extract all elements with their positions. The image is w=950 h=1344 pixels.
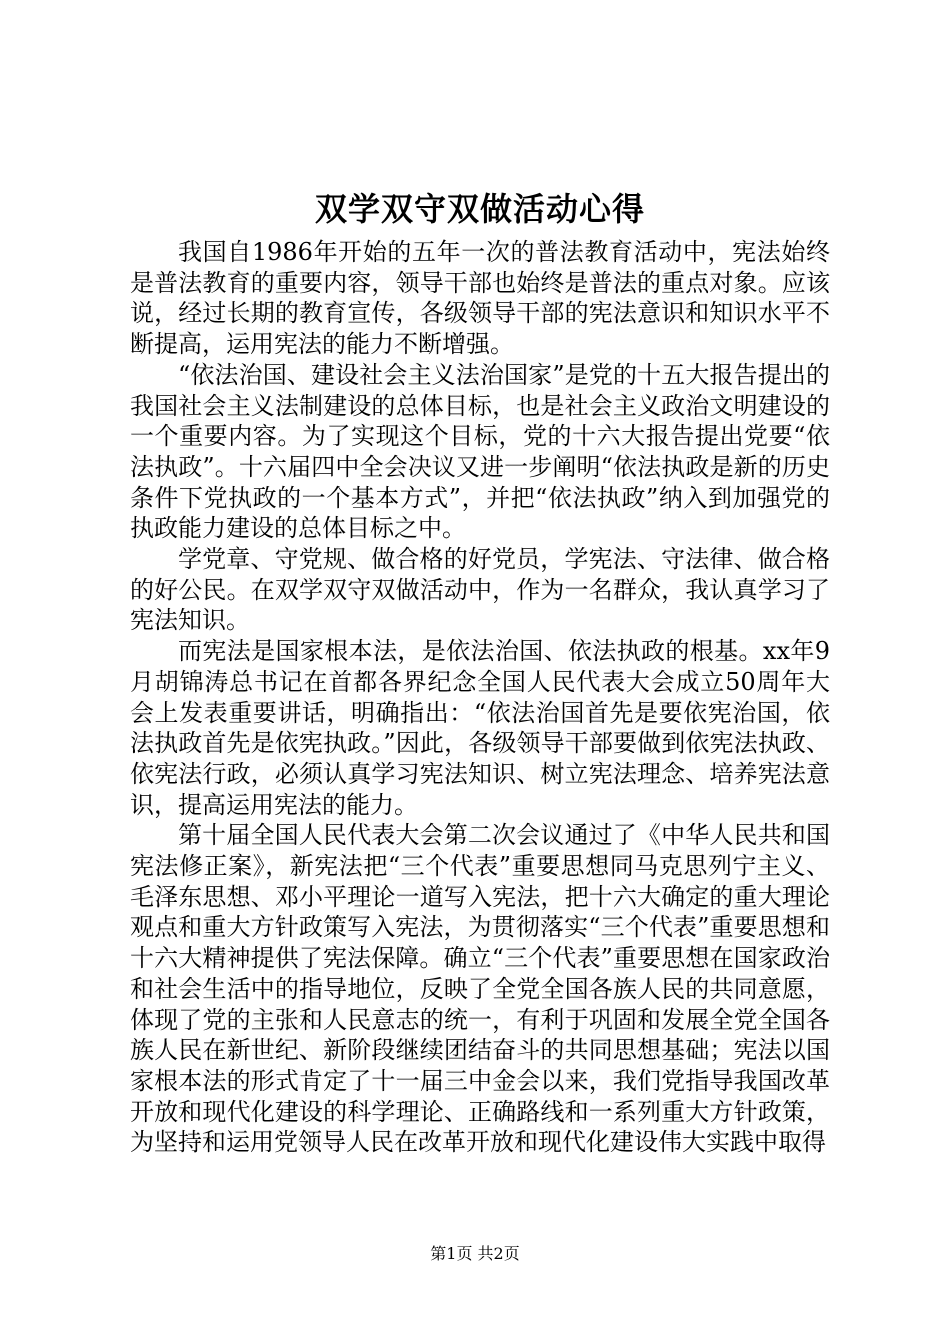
page-footer: 第1页 共2页 (430, 1244, 520, 1263)
paragraph-1: 我国自1986年开始的五年一次的普法教育活动中，宪法始终是普法教育的重要内容，领导干部也始终是普法的重点对象。应该说，经过长期的教育宣传，各级领导干部的宪法意识和知识水平不断提高，运用宪法的能力不断增强。 (130, 238, 830, 359)
paragraph-5: 第十届全国人民代表大会第二次会议通过了《中华人民共和国宪法修正案》，新宪法把“三个代表”重要思想同马克思列宁主义、毛泽东思想、邓小平理论一道写入宪法，把十六大确定的重大理论观点和重大方针政策写入宪法，为贯彻落实“三个代表”重要思想和十六大精神提供了宪法保障。确立“三个代表”重要思想在国家政治和社会生活中的指导地位，反映了全党全国各族人民的共同意愿，体现了党的主张和人民意志的统一，有利于巩固和发展全党全国各族人民在新世纪、新阶段继续团结奋斗的共同思想基础；宪法以国家根本法的形式肯定了十一届三中金会以来，我们党指导我国改革开放和现代化建设的科学理论、正确路线和一系列重大方针政策，为坚持和运用党领导人民在改革开放和现代化建设伟大实践中取得 (130, 821, 830, 1157)
paragraph-2: “依法治国、建设社会主义法治国家”是党的十五大报告提出的我国社会主义法制建设的总体目标，也是社会主义政治文明建设的一个重要内容。为了实现这个目标，党的十六大报告提出党要“依法执政”。十六届四中全会决议又进一步阐明“依法执政是新的历史条件下党执政的一个基本方式”，并把“依法执政”纳入到加强党的执政能力建设的总体目标之中。 (130, 360, 830, 543)
paragraph-4: 而宪法是国家根本法，是依法治国、依法执政的根基。xx年9月胡锦涛总书记在首都各界纪念全国人民代表大会成立50周年大会上发表重要讲话，明确指出：“依法治国首先是要依宪治国，依法执政首先是依宪执政。”因此，各级领导干部要做到依宪法执政、依宪法行政，必须认真学习宪法知识、树立宪法理念、培养宪法意识，提高运用宪法的能力。 (130, 637, 830, 819)
paragraph-3: 学党章、守党规、做合格的好党员，学宪法、守法律、做合格的好公民。在双学双守双做活动中，作为一名群众，我认真学习了宪法知识。 (130, 545, 830, 635)
document-page (130, 185, 830, 1158)
document-title: 双学双守双做活动心得 (314, 190, 645, 228)
